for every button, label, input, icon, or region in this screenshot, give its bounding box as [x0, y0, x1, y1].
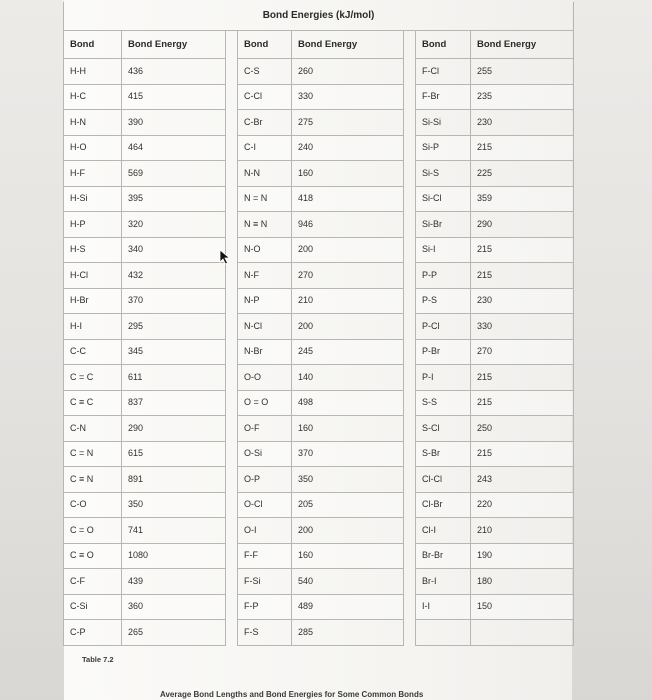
bond-energies-table — [63, 2, 574, 646]
bond-cell: N = N — [238, 186, 292, 212]
energy-cell: 290 — [122, 416, 226, 442]
column-gap — [404, 186, 416, 212]
energy-cell: 489 — [292, 594, 404, 620]
bond-cell: C-S — [238, 59, 292, 85]
bond-cell: H-I — [64, 314, 122, 340]
table-row — [64, 237, 574, 263]
bond-cell: H-Cl — [64, 263, 122, 289]
bond-cell: Cl-Br — [416, 492, 471, 518]
energy-cell: 350 — [292, 467, 404, 493]
bond-cell: S-Cl — [416, 416, 471, 442]
energy-cell: 230 — [471, 288, 574, 314]
energy-cell: 390 — [122, 110, 226, 136]
column-gap — [226, 339, 238, 365]
table-row — [64, 518, 574, 544]
column-gap — [404, 416, 416, 442]
bond-cell: F-F — [238, 543, 292, 569]
energy-cell: 215 — [471, 263, 574, 289]
table-row — [64, 390, 574, 416]
header-energy-2: Bond Energy — [292, 31, 404, 59]
bond-cell: O = O — [238, 390, 292, 416]
table-row — [64, 110, 574, 136]
energy-cell: 498 — [292, 390, 404, 416]
bond-cell: H-H — [64, 59, 122, 85]
column-gap — [404, 288, 416, 314]
energy-cell: 741 — [122, 518, 226, 544]
column-gap — [404, 467, 416, 493]
bond-cell: C-P — [64, 620, 122, 646]
energy-cell: 1080 — [122, 543, 226, 569]
energy-cell: 215 — [471, 135, 574, 161]
column-gap — [404, 161, 416, 187]
energy-cell: 891 — [122, 467, 226, 493]
bond-cell: Cl-Cl — [416, 467, 471, 493]
table-row — [64, 59, 574, 85]
energy-cell: 345 — [122, 339, 226, 365]
column-gap — [404, 31, 416, 59]
column-gap — [226, 594, 238, 620]
table-row — [64, 441, 574, 467]
energy-cell: 245 — [292, 339, 404, 365]
energy-cell: 432 — [122, 263, 226, 289]
energy-cell: 360 — [122, 594, 226, 620]
bond-cell: S-Br — [416, 441, 471, 467]
bond-cell: I-I — [416, 594, 471, 620]
bond-cell: Si-Cl — [416, 186, 471, 212]
column-gap — [226, 110, 238, 136]
column-gap — [226, 620, 238, 646]
bond-cell: C = O — [64, 518, 122, 544]
column-gap — [404, 365, 416, 391]
table-row — [64, 84, 574, 110]
table-row — [64, 135, 574, 161]
energy-cell: 418 — [292, 186, 404, 212]
table-row — [64, 339, 574, 365]
column-gap — [226, 467, 238, 493]
energy-cell: 215 — [471, 237, 574, 263]
energy-cell: 464 — [122, 135, 226, 161]
header-bond-3: Bond — [416, 31, 471, 59]
energy-cell: 160 — [292, 543, 404, 569]
bond-cell: H-P — [64, 212, 122, 238]
header-bond-1: Bond — [64, 31, 122, 59]
table-row — [64, 620, 574, 646]
energy-cell: 330 — [292, 84, 404, 110]
table-row — [64, 543, 574, 569]
table-row — [64, 416, 574, 442]
bond-cell: N-F — [238, 263, 292, 289]
column-gap — [226, 390, 238, 416]
column-gap — [226, 569, 238, 595]
energy-cell: 215 — [471, 390, 574, 416]
energy-cell: 569 — [122, 161, 226, 187]
energy-cell: 190 — [471, 543, 574, 569]
bond-cell: N-Br — [238, 339, 292, 365]
column-gap — [226, 518, 238, 544]
bond-cell: H-Si — [64, 186, 122, 212]
table-row — [64, 161, 574, 187]
column-gap — [404, 237, 416, 263]
bond-cell: C-O — [64, 492, 122, 518]
energy-cell: 370 — [122, 288, 226, 314]
bond-cell: Si-S — [416, 161, 471, 187]
energy-cell: 415 — [122, 84, 226, 110]
header-energy-3: Bond Energy — [471, 31, 574, 59]
table-body — [64, 59, 574, 646]
energy-cell: 235 — [471, 84, 574, 110]
bond-cell: Si-P — [416, 135, 471, 161]
header-energy-1: Bond Energy — [122, 31, 226, 59]
bond-cell: C-Si — [64, 594, 122, 620]
column-gap — [404, 492, 416, 518]
energy-cell: 215 — [471, 365, 574, 391]
table-row — [64, 212, 574, 238]
energy-cell: 946 — [292, 212, 404, 238]
energy-cell: 215 — [471, 441, 574, 467]
bond-cell: P-S — [416, 288, 471, 314]
energy-cell: 180 — [471, 569, 574, 595]
energy-cell: 243 — [471, 467, 574, 493]
bond-cell: C-N — [64, 416, 122, 442]
bond-cell: O-Cl — [238, 492, 292, 518]
energy-cell: 270 — [471, 339, 574, 365]
bond-cell: O-I — [238, 518, 292, 544]
energy-cell: 210 — [292, 288, 404, 314]
bond-cell: C ≡ O — [64, 543, 122, 569]
energy-cell: 230 — [471, 110, 574, 136]
column-gap — [226, 212, 238, 238]
column-gap — [226, 161, 238, 187]
energy-cell: 240 — [292, 135, 404, 161]
bond-cell: C-C — [64, 339, 122, 365]
bond-cell: H-F — [64, 161, 122, 187]
column-gap — [226, 84, 238, 110]
energy-cell: 330 — [471, 314, 574, 340]
energy-cell: 160 — [292, 416, 404, 442]
column-gap — [226, 543, 238, 569]
energy-cell: 350 — [122, 492, 226, 518]
energy-cell: 200 — [292, 237, 404, 263]
bond-cell: C-F — [64, 569, 122, 595]
bond-cell: F-Br — [416, 84, 471, 110]
column-gap — [404, 543, 416, 569]
table-row — [64, 314, 574, 340]
column-gap — [404, 620, 416, 646]
bond-cell: C-Br — [238, 110, 292, 136]
bond-cell: Si-I — [416, 237, 471, 263]
column-gap — [404, 59, 416, 85]
bond-cell: C = N — [64, 441, 122, 467]
energy-cell: 200 — [292, 314, 404, 340]
bond-cell: O-Si — [238, 441, 292, 467]
energy-cell: 540 — [292, 569, 404, 595]
table-title-row — [64, 2, 574, 31]
bond-cell — [416, 620, 471, 646]
bond-cell: N ≡ N — [238, 212, 292, 238]
bond-cell: F-Cl — [416, 59, 471, 85]
table-row — [64, 288, 574, 314]
energy-cell: 370 — [292, 441, 404, 467]
table-row — [64, 467, 574, 493]
bond-cell: N-Cl — [238, 314, 292, 340]
energy-cell: 200 — [292, 518, 404, 544]
table-row — [64, 263, 574, 289]
column-gap — [404, 263, 416, 289]
energy-cell: 359 — [471, 186, 574, 212]
column-gap — [226, 365, 238, 391]
energy-cell: 285 — [292, 620, 404, 646]
bond-cell: H-Br — [64, 288, 122, 314]
column-gap — [226, 59, 238, 85]
table-row — [64, 594, 574, 620]
bond-cell: C = C — [64, 365, 122, 391]
energy-cell: 250 — [471, 416, 574, 442]
column-gap — [226, 441, 238, 467]
bond-cell: Br-Br — [416, 543, 471, 569]
bond-cell: O-O — [238, 365, 292, 391]
bond-cell: H-C — [64, 84, 122, 110]
energy-cell: 295 — [122, 314, 226, 340]
bond-cell: N-O — [238, 237, 292, 263]
bond-cell: Si-Br — [416, 212, 471, 238]
energy-cell: 290 — [471, 212, 574, 238]
table-caption: Average Bond Lengths and Bond Energies for Some Common Bonds — [160, 690, 424, 699]
bond-cell: O-P — [238, 467, 292, 493]
bond-cell: P-Br — [416, 339, 471, 365]
column-gap — [404, 441, 416, 467]
bond-cell: P-Cl — [416, 314, 471, 340]
bond-cell: O-F — [238, 416, 292, 442]
energy-cell: 275 — [292, 110, 404, 136]
energy-cell: 255 — [471, 59, 574, 85]
energy-cell: 225 — [471, 161, 574, 187]
bond-cell: F-Si — [238, 569, 292, 595]
header-bond-2: Bond — [238, 31, 292, 59]
energy-cell: 320 — [122, 212, 226, 238]
energy-cell: 436 — [122, 59, 226, 85]
bond-cell: C-Cl — [238, 84, 292, 110]
energy-cell: 395 — [122, 186, 226, 212]
column-gap — [404, 110, 416, 136]
energy-cell: 265 — [122, 620, 226, 646]
energy-cell: 270 — [292, 263, 404, 289]
bond-cell: N-P — [238, 288, 292, 314]
bond-cell: P-P — [416, 263, 471, 289]
table-title: Bond Energies (kJ/mol) — [64, 2, 574, 31]
bond-cell: H-O — [64, 135, 122, 161]
column-gap — [226, 186, 238, 212]
column-gap — [226, 492, 238, 518]
column-gap — [404, 569, 416, 595]
bond-cell: H-S — [64, 237, 122, 263]
column-gap — [404, 390, 416, 416]
bond-cell: P-I — [416, 365, 471, 391]
column-gap — [404, 135, 416, 161]
column-gap — [404, 594, 416, 620]
bond-cell: C ≡ C — [64, 390, 122, 416]
bond-cell: C ≡ N — [64, 467, 122, 493]
column-gap — [226, 263, 238, 289]
energy-cell: 210 — [471, 518, 574, 544]
bond-cell: F-S — [238, 620, 292, 646]
energy-cell: 615 — [122, 441, 226, 467]
energy-cell: 439 — [122, 569, 226, 595]
bond-cell: S-S — [416, 390, 471, 416]
column-gap — [404, 84, 416, 110]
bond-cell: C-I — [238, 135, 292, 161]
bond-cell: N-N — [238, 161, 292, 187]
energy-cell: 205 — [292, 492, 404, 518]
table-row — [64, 186, 574, 212]
column-gap — [226, 314, 238, 340]
column-gap — [226, 288, 238, 314]
table-row — [64, 569, 574, 595]
bond-cell: F-P — [238, 594, 292, 620]
energy-cell: 837 — [122, 390, 226, 416]
energy-cell: 220 — [471, 492, 574, 518]
table-row — [64, 365, 574, 391]
column-gap — [404, 339, 416, 365]
column-gap — [226, 31, 238, 59]
column-gap — [404, 212, 416, 238]
energy-cell: 260 — [292, 59, 404, 85]
table-header-row — [64, 31, 574, 59]
energy-cell: 140 — [292, 365, 404, 391]
energy-cell: 340 — [122, 237, 226, 263]
bond-cell: Cl-I — [416, 518, 471, 544]
energy-cell — [471, 620, 574, 646]
energy-cell: 611 — [122, 365, 226, 391]
bond-cell: Br-I — [416, 569, 471, 595]
column-gap — [226, 135, 238, 161]
mouse-pointer-icon — [219, 249, 231, 265]
table-number: Table 7.2 — [82, 655, 114, 664]
energy-cell: 160 — [292, 161, 404, 187]
bond-cell: Si-Si — [416, 110, 471, 136]
column-gap — [404, 518, 416, 544]
bond-cell: H-N — [64, 110, 122, 136]
column-gap — [404, 314, 416, 340]
energy-cell: 150 — [471, 594, 574, 620]
table-row — [64, 492, 574, 518]
column-gap — [226, 416, 238, 442]
